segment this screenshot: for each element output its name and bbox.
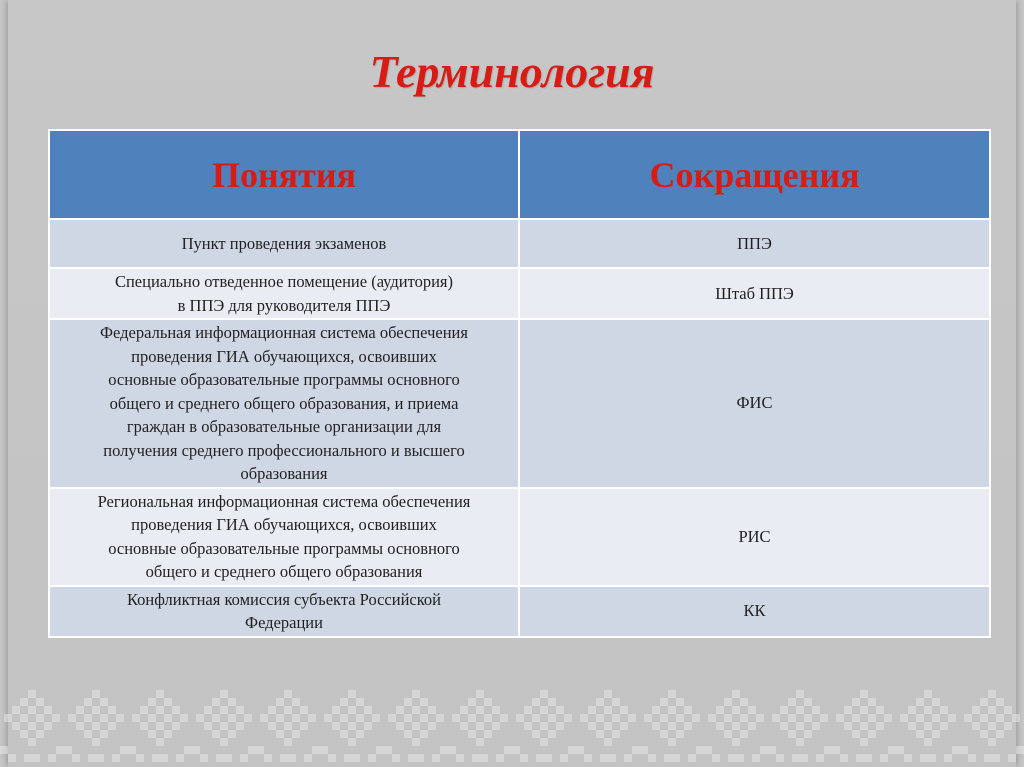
concept-line: основные образовательные программы основного <box>108 370 460 389</box>
concept-line: образования <box>240 464 328 483</box>
concept-line: в ППЭ для руководителя ППЭ <box>177 295 391 315</box>
concept-cell <box>49 319 519 488</box>
concept-line: основные образовательные программы основного <box>108 538 460 558</box>
concept-line: общего и среднего общего образования, и приема <box>109 393 459 413</box>
table-row <box>49 488 990 586</box>
table-header-row <box>49 130 990 219</box>
concept-line: Региональная информационная система обеспечения <box>97 491 471 511</box>
abbreviation-cell: Штаб ППЭ <box>519 268 990 319</box>
concept-line: проведения ГИА обучающихся, освоивших <box>131 515 437 534</box>
table-row <box>49 268 990 319</box>
concept-line: Специально отведенное помещение (аудитория) <box>114 272 454 291</box>
table-row <box>49 586 990 637</box>
abbreviation-cell: ППЭ <box>519 219 990 268</box>
concept-line: граждан в образовательные организации для <box>126 417 442 436</box>
header-abbreviations: Сокращения <box>519 130 990 219</box>
table-row <box>49 319 990 488</box>
terminology-table <box>48 129 991 638</box>
concept-line: общего и среднего общего образования <box>145 562 423 581</box>
table-row <box>49 219 990 268</box>
abbreviation-cell: РИС <box>519 488 990 586</box>
concept-line: проведения ГИА обучающихся, освоивших <box>131 346 437 366</box>
slide-title: Терминология <box>369 46 655 97</box>
concept-line: Пункт проведения экзаменов <box>181 233 387 253</box>
concept-cell <box>49 488 519 586</box>
abbreviation-cell: ФИС <box>519 319 990 488</box>
concept-cell <box>49 219 519 268</box>
concept-line: Федеральная информационная система обеспечения <box>100 323 468 342</box>
abbreviation-cell: КК <box>519 586 990 637</box>
concept-cell <box>49 586 519 637</box>
concept-line: Федерации <box>245 613 323 632</box>
header-concepts: Понятия <box>49 130 519 219</box>
concept-cell <box>49 268 519 319</box>
concept-line: Конфликтная комиссия субъекта Российской <box>126 589 441 609</box>
concept-line: получения среднего профессионального и высшего <box>103 440 465 460</box>
ornament-pattern-icon <box>0 680 1024 767</box>
